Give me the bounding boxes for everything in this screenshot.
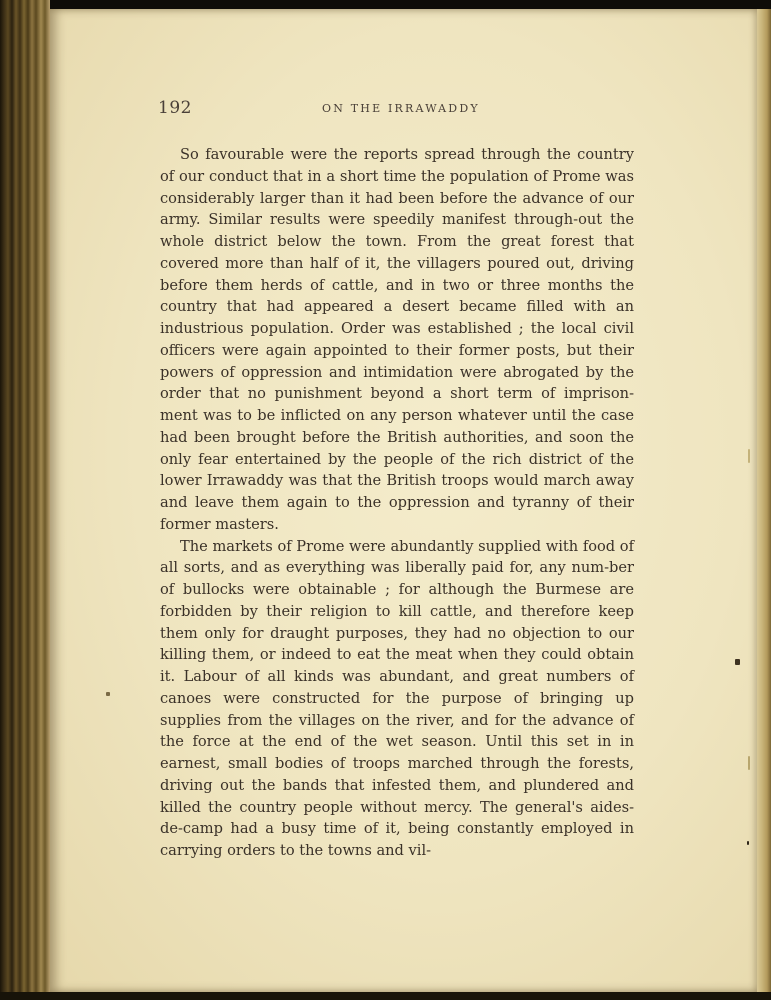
body-text (160, 144, 634, 862)
page-right-edge (757, 9, 771, 1000)
margin-speck-1 (106, 692, 110, 696)
page-header (50, 96, 757, 126)
margin-speck-2 (735, 659, 740, 665)
book-bottom-edge (0, 992, 771, 1000)
page-number: 192 (158, 98, 192, 118)
margin-speck-5 (748, 449, 750, 463)
margin-speck-3 (747, 841, 749, 845)
running-title: ON THE IRRAWADDY (322, 102, 480, 115)
book-top-edge (0, 0, 771, 9)
book-page (50, 9, 757, 992)
paragraph-1: So favourable were the reports spread through the country of our conduct that in a short time the population of Prome was considerably larger than it had been before the advance of our army. Similar results were speedily manifest through-out the whole district below the town. From the great forest that covered more than half of it, the villagers poured out, driving before them herds of cattle, and in two or three months the country that had appeared a desert became filled with an industrious population. Order was established ; the local civil officers were again appointed to their former posts, but their powers of oppression and intimidation were abrogated by the order that no punishment beyond a short term of imprison-ment was to be inflicted on any person whatever until the case had been brought before the British authorities, and soon the only fear entertained by the people of the rich district of the lower Irrawaddy was that the British troops would march away and leave them again to the oppression and tyranny of their former masters. (160, 146, 634, 533)
margin-speck-4 (748, 756, 750, 770)
book-spine (0, 0, 50, 1000)
paragraph-2: The markets of Prome were abundantly supplied with food of all sorts, and as everything was liberally paid for, any num-ber of bullocks were obtainable ; for although the Burmese are forbidden by their religion to kill cattle, and therefore keep them only for draught purposes, they had no objection to our killing them, or indeed to eat the meat when they could obtain it. Labour of all kinds was abundant, and great numbers of canoes were constructed for the purpose of bringing up supplies from the villages on the river, and for the advance of the force at the end of the wet season. Until this set in in earnest, small bodies of troops marched through the forests, driving out the bands that infested them, and plundered and killed the country people without mercy. The general's aides-de-camp had a busy time of it, being constantly employed in carrying orders to the towns and vil- (160, 537, 634, 859)
